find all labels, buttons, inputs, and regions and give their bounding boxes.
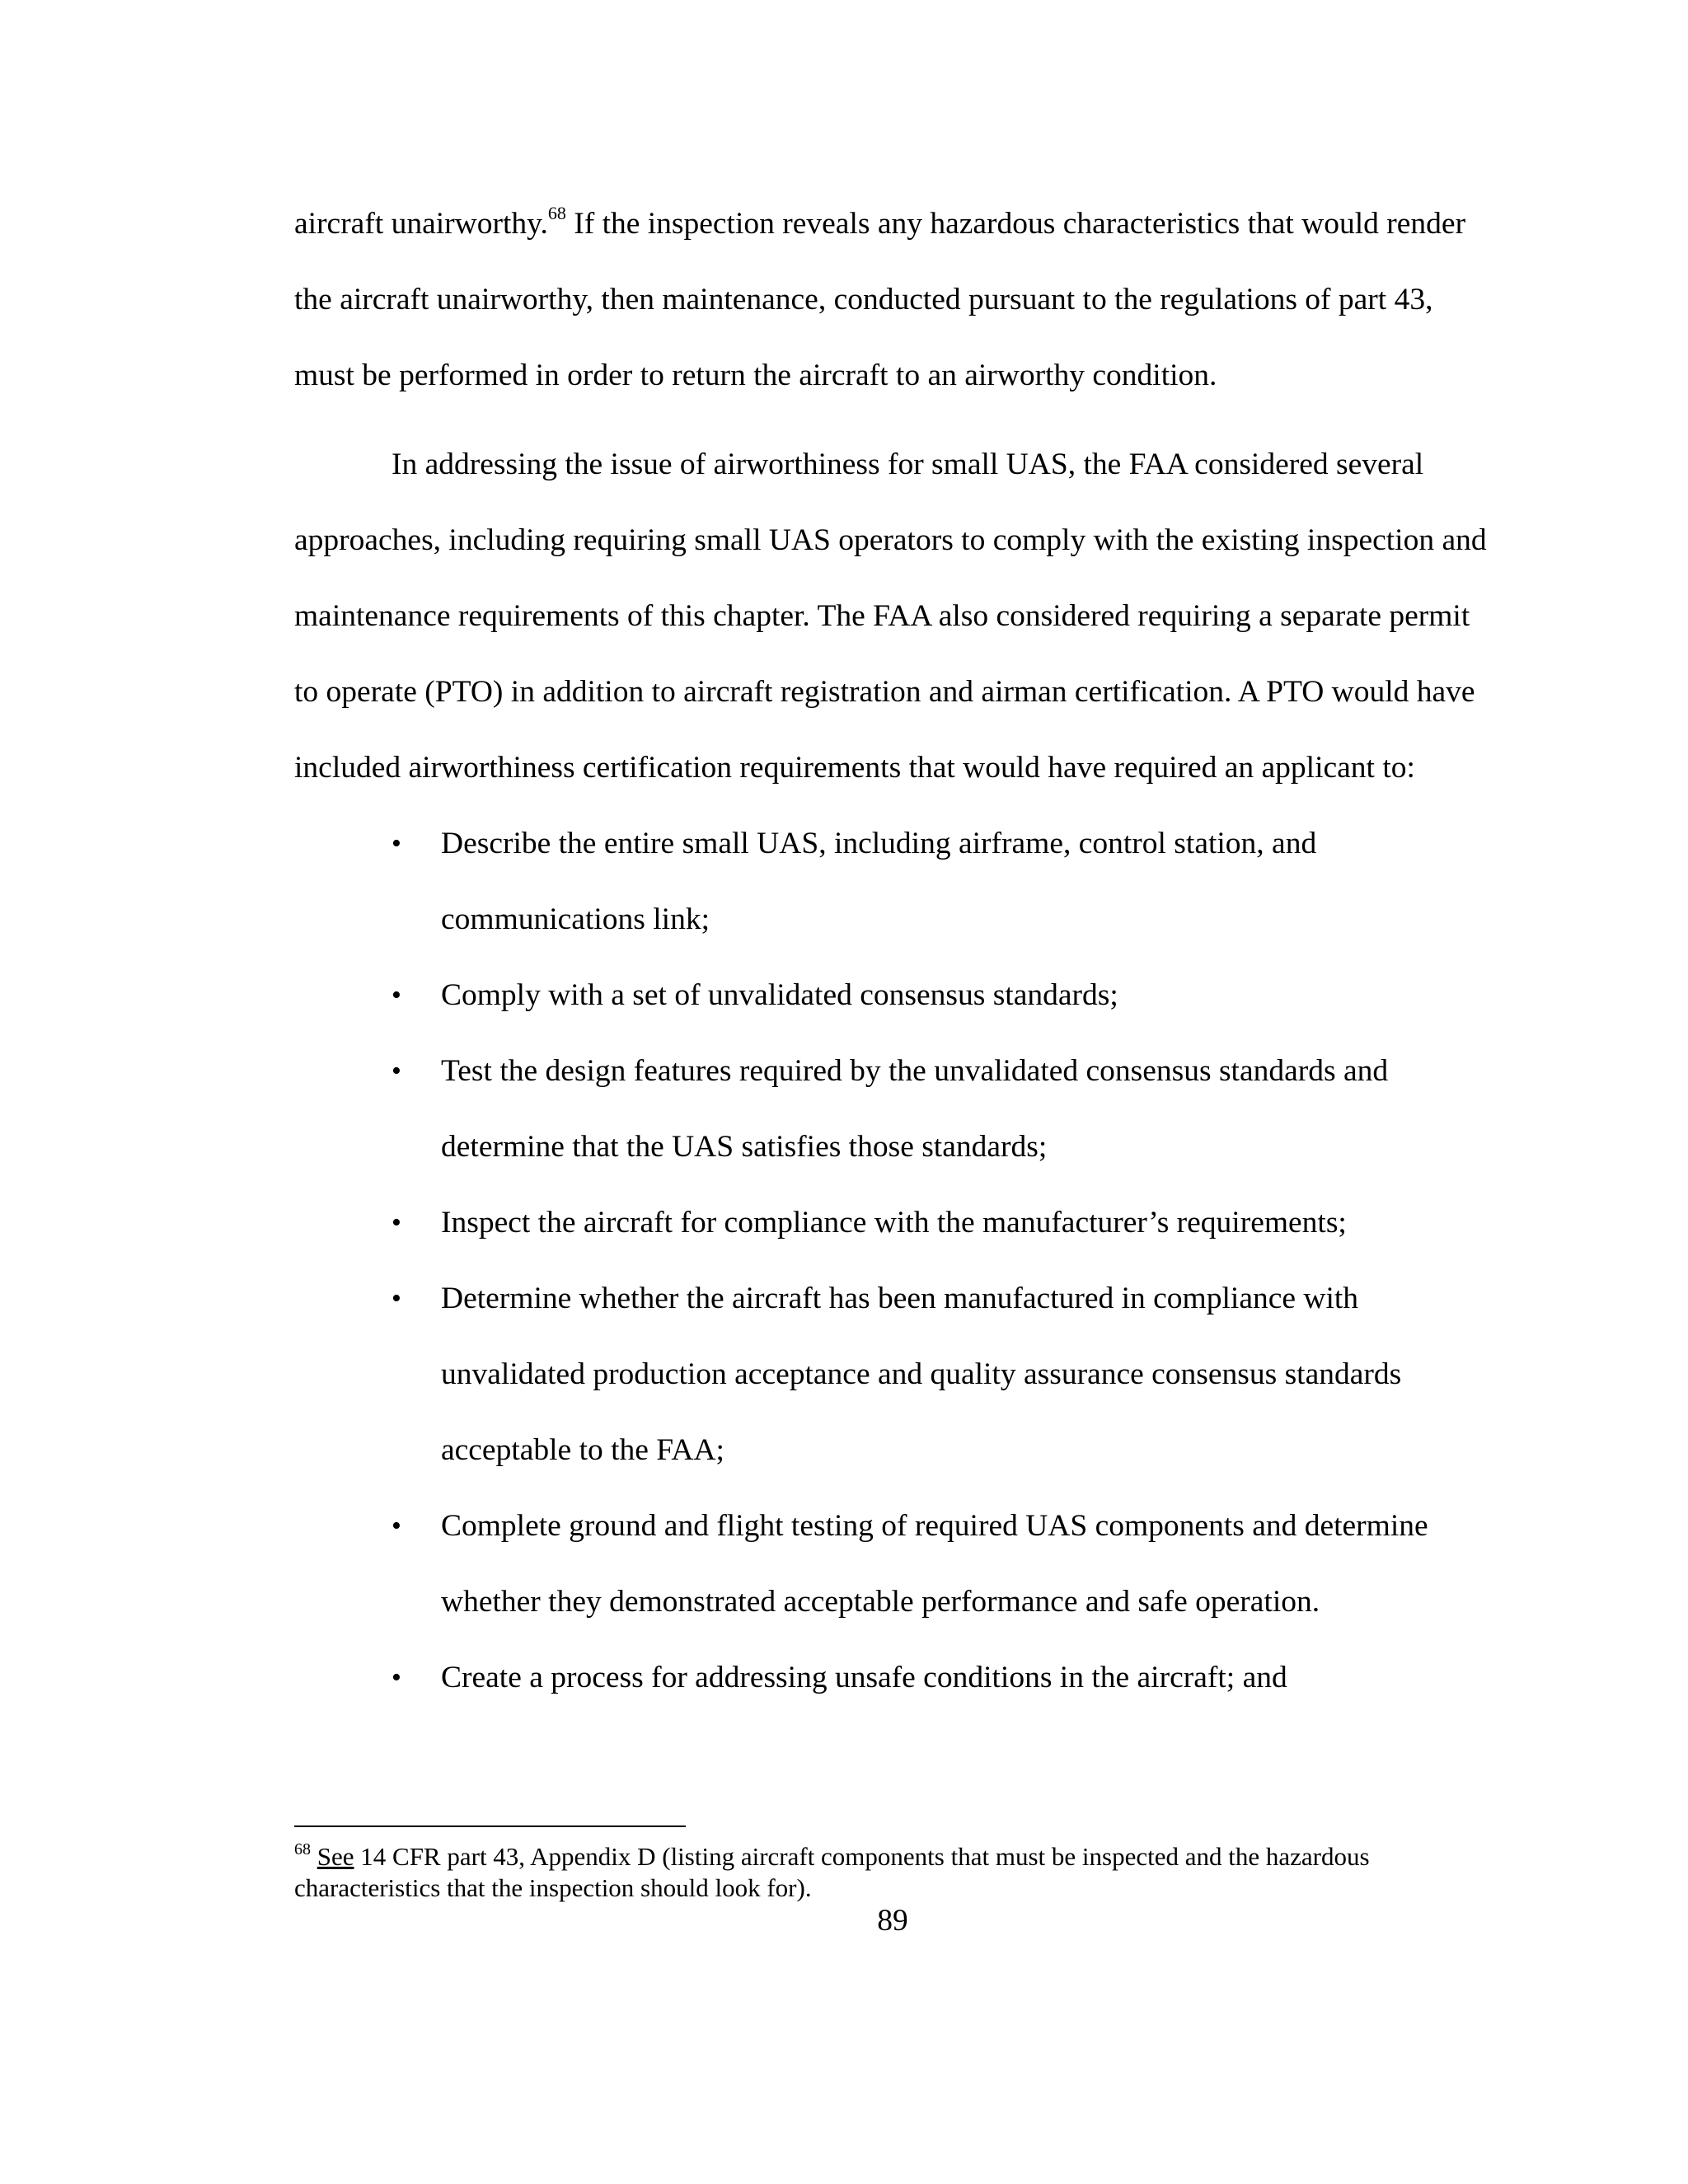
paragraph-continuation [294,186,1498,414]
footnote-number: 68 [294,1840,311,1858]
list-item-text: Determine whether the aircraft has been manufactured in compliance with unvalidated production acceptance and quality assurance consensus standards acceptable to the FAA; [441,1282,1402,1467]
list-item [294,1185,1498,1261]
paragraph-text: If the inspection reveals any hazardous characteristics that would render the aircraft unairworthy, then maintenance, conducted pursuant to the regulations of part 43, must be performed in order to return the aircraft to an airworthy condition. [294,207,1466,392]
bullet-icon: • [392,1056,401,1086]
paragraph-text: aircraft unairworthy. [294,207,548,241]
list-item-text: Complete ground and flight testing of required UAS components and determine whether they demonstrated acceptable performance and safe operation. [441,1509,1428,1619]
footnote [294,1841,1498,1904]
list-item-text: Comply with a set of unvalidated consensus standards; [441,978,1118,1012]
footnote-reference[interactable]: 68 [547,202,566,223]
page-number: 89 [877,1904,908,1938]
paragraph-airworthiness-approaches: In addressing the issue of airworthiness for small UAS, the FAA considered several approaches, including requiring small UAS operators to comply with the existing inspection and maintenance requirements of this chapter. The FAA also considered requiring a separate permit to operate (PTO) in addition to aircraft registration and airman certification. A PTO would have included airworthiness certification requirements that would have required an applicant to: [294,448,1487,785]
list-item-text: Describe the entire small UAS, including airframe, control station, and communications link; [441,827,1317,936]
list-item [294,1261,1498,1488]
body-text [294,186,1498,1716]
list-item [294,958,1498,1033]
bullet-icon: • [392,1511,401,1541]
list-item [294,1488,1498,1640]
bullet-icon: • [392,828,401,859]
list-item [294,1640,1498,1716]
bullet-icon: • [392,1662,401,1693]
list-item [294,806,1498,958]
list-item-text: Test the design features required by the unvalidated consensus standards and determine that the UAS satisfies those standards; [441,1054,1389,1164]
bullet-icon: • [392,1283,401,1314]
footnote-separator [294,1825,686,1827]
list-item-text: Create a process for addressing unsafe conditions in the aircraft; and [441,1661,1287,1694]
requirements-list [294,806,1498,1716]
footnote-text: 14 CFR part 43, Appendix D (listing aircraft components that must be inspected and the hazardous characteristics that the inspection should look for). [294,1842,1370,1902]
bullet-icon: • [392,980,401,1010]
list-item-text: Inspect the aircraft for compliance with the manufacturer’s requirements; [441,1206,1347,1240]
list-item [294,1033,1498,1185]
bullet-icon: • [392,1207,401,1238]
footnote-signal: See [316,1842,354,1871]
